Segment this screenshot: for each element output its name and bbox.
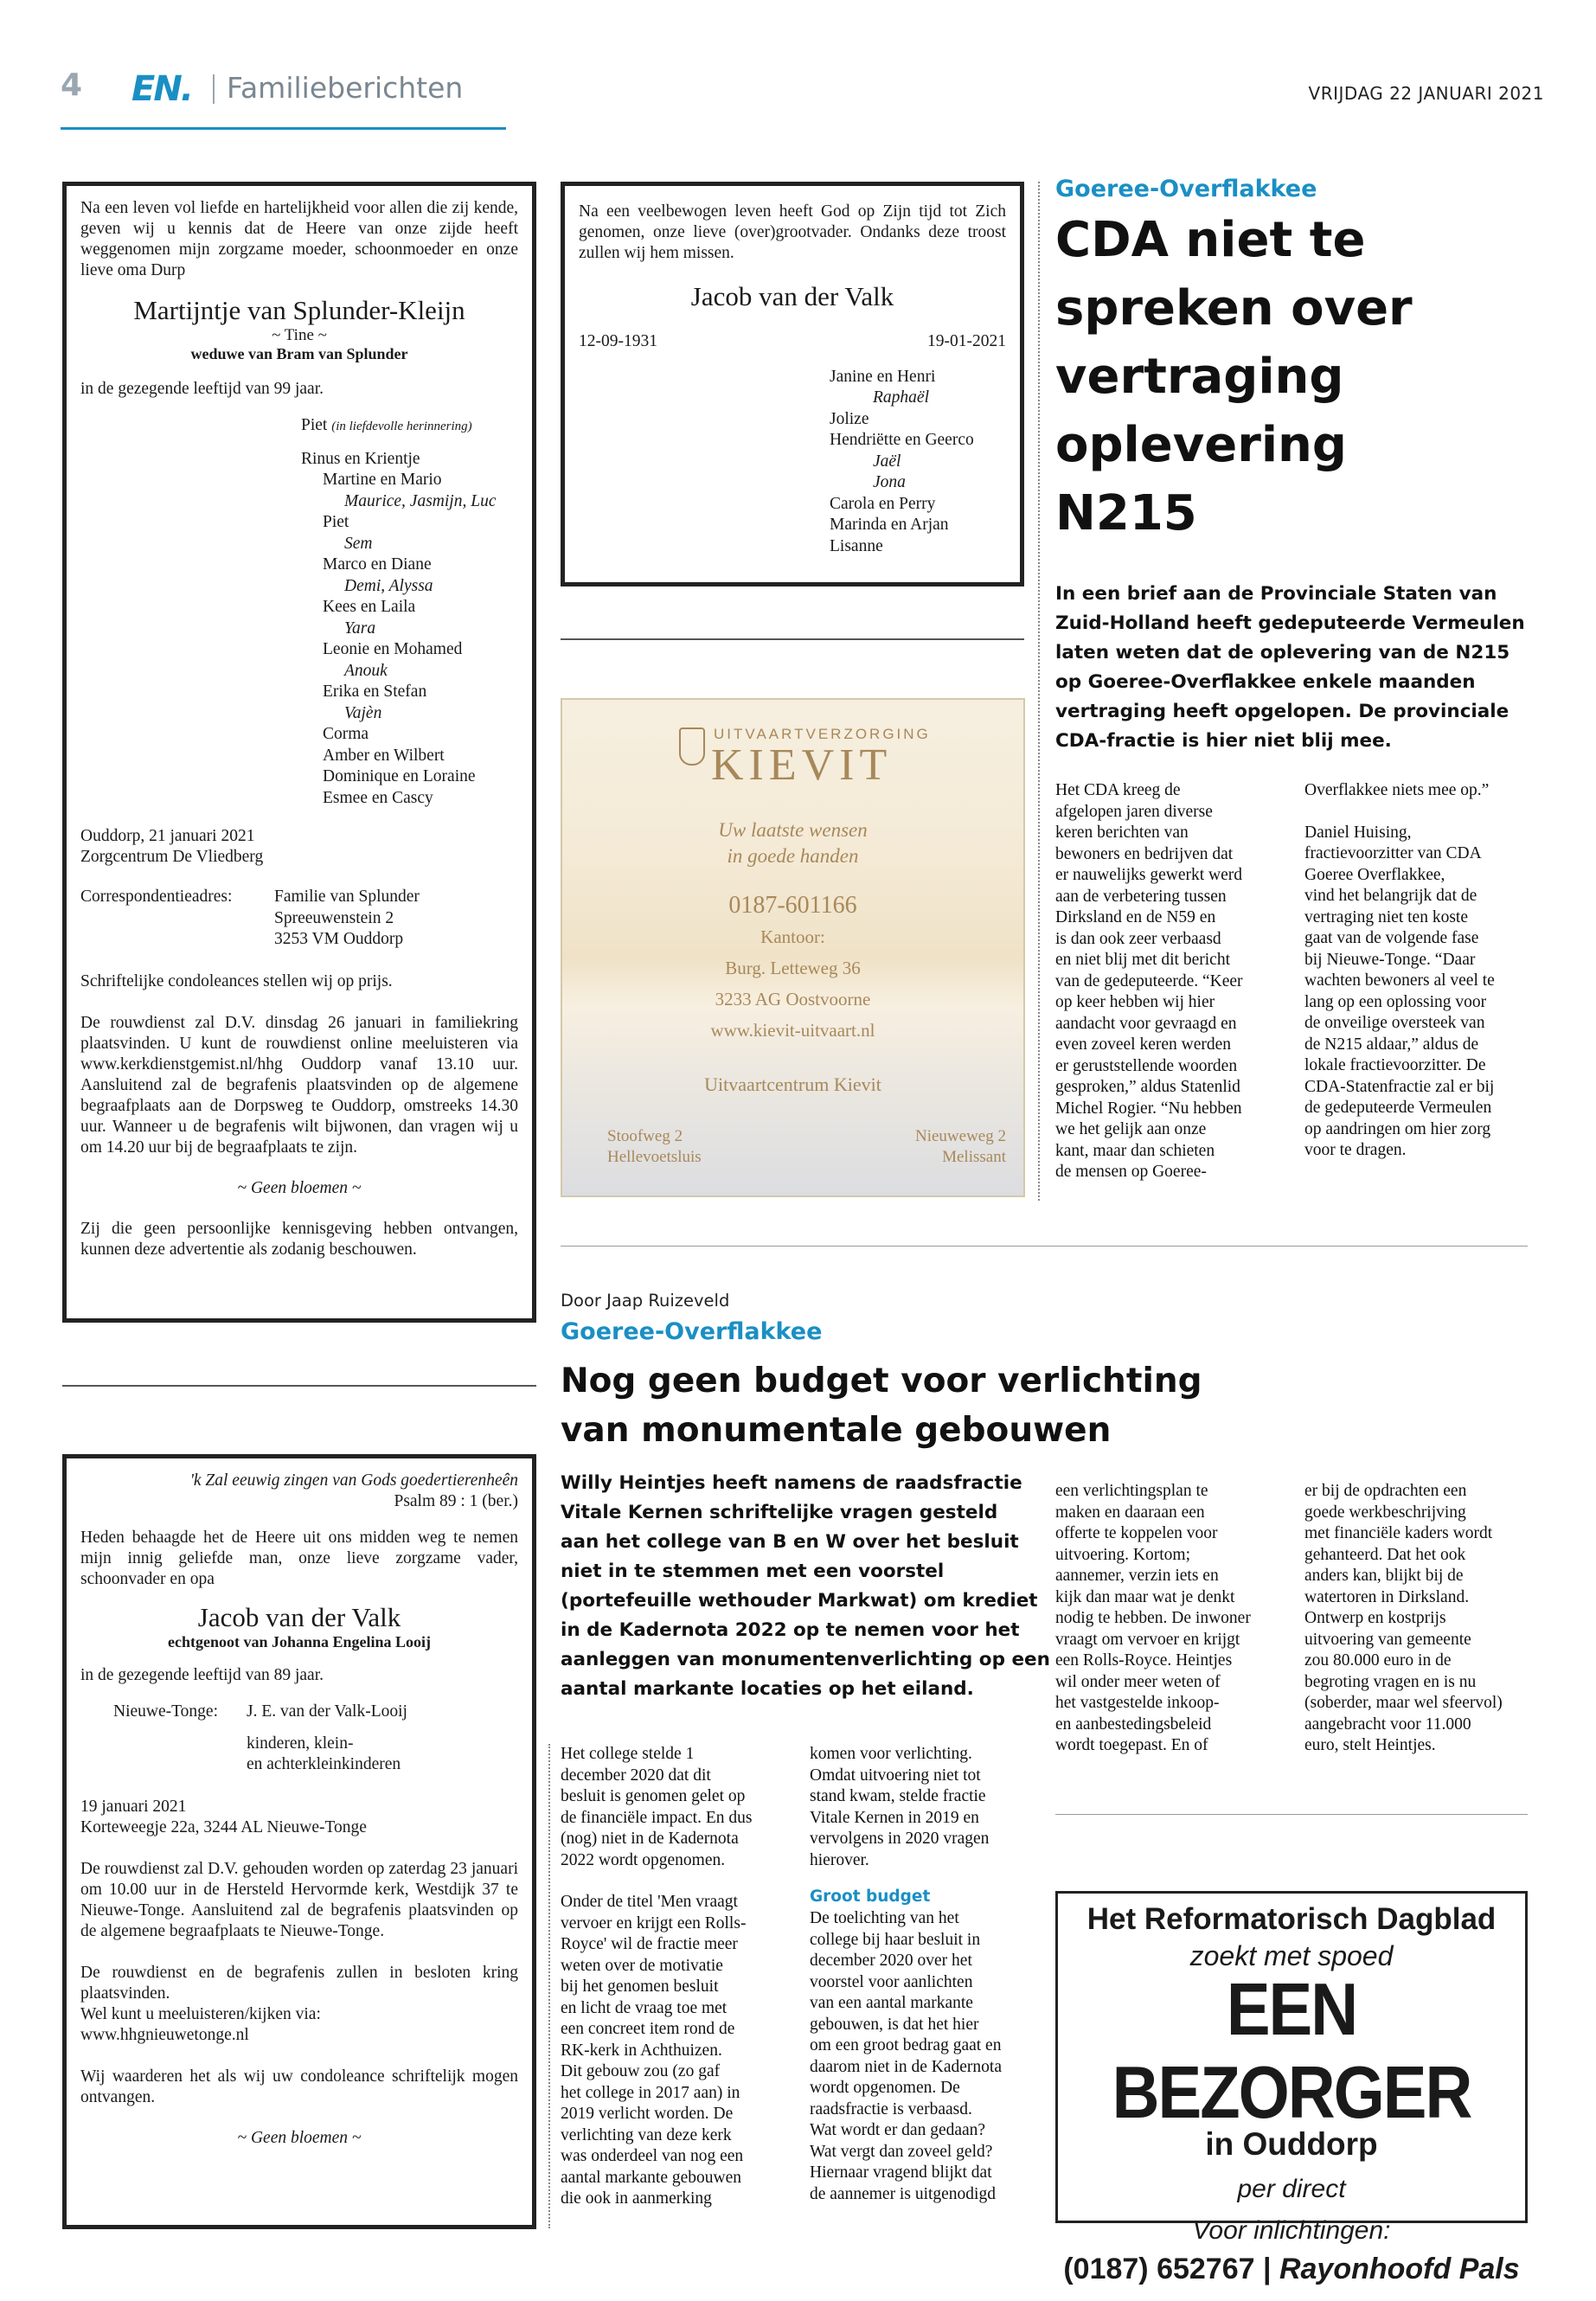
text-line: euro, stelt Heintjes. [1304, 1736, 1436, 1754]
column-divider [548, 1744, 550, 2228]
text-line: Goeree Overflakkee, [1304, 865, 1445, 884]
rd-ad-contact: (0187) 652767 | Rayonhoofd Pals [1063, 2253, 1520, 2285]
text-line: voor te dragen. [1304, 1141, 1407, 1159]
section-divider [1055, 1814, 1528, 1815]
text-line: hierover. [810, 1850, 869, 1869]
lead-line: (portefeuille wethouder Markwat) om krediet [561, 1590, 1038, 1612]
text-line: aan de verbetering tussen [1055, 887, 1227, 906]
text-line: de N215 aldaar,” aldus de [1304, 1035, 1479, 1054]
text-line: Ontwerp en kostprijs [1304, 1609, 1446, 1627]
notice-intro: Na een veelbewogen leven heeft God op Zijn tijd tot Zich genomen, onze lieve (over)grootvader. Ondanks deze troost zullen wij hem missen. [579, 202, 1006, 262]
text-line [561, 1871, 794, 1892]
text-line: vind het belangrijk dat de [1304, 887, 1477, 905]
article-2-subhead: Groot budget [810, 1888, 931, 1906]
crest-icon [679, 727, 705, 766]
family-list [579, 367, 1006, 558]
text-line: RK-kerk in Achthuizen. [561, 2041, 722, 2060]
lead-line: aantal markante locaties op het eiland. [561, 1678, 974, 1700]
text-line: offerte te koppelen voor [1055, 1524, 1218, 1542]
text-line: de mensen op Goeree- [1055, 1163, 1207, 1181]
family-member: Jona [873, 473, 906, 491]
lead-line: op Goeree-Overflakkee enkele maanden [1055, 671, 1476, 693]
text-line: keren berichten van [1055, 824, 1189, 842]
text-line: een verlichtingsplan te [1055, 1482, 1208, 1500]
notice-address: Korteweegje 22a, 3244 AL Nieuwe-Tonge [80, 1817, 367, 1836]
text-line: het college in 2017 aan) in [561, 2083, 740, 2102]
headline-line: oplevering [1055, 417, 1347, 473]
text-line: een Rolls-Royce. Heintjes [1055, 1651, 1233, 1670]
family-member: Martine en Mario [323, 471, 442, 489]
article-2-lead [561, 1469, 1050, 1704]
text-line: en aanbestedingsbeleid [1055, 1715, 1212, 1734]
deceased-name: Jacob van der Valk [690, 281, 894, 311]
text-line: was onderdeel van nog een [561, 2147, 744, 2165]
ad-location-2-city: Melissant [942, 1148, 1006, 1166]
text-line: Hiernaar vragend blijkt dat [810, 2163, 992, 2182]
lead-line: aan het college van B en W over het besluit [561, 1531, 1019, 1553]
headline-line: CDA niet te [1055, 212, 1366, 268]
issue-date: VRIJDAG 22 JANUARI 2021 [1308, 83, 1544, 104]
headline-line: vertraging [1055, 349, 1344, 405]
text-line: wordt opgenomen. De [810, 2079, 960, 2097]
article-1-column-1 [1055, 780, 1289, 1183]
obituary-notice-van-splunder [62, 182, 536, 1323]
lead-line: laten weten dat de oplevering van de N215 [1055, 642, 1510, 663]
column-divider [62, 1385, 536, 1387]
text-line: gesproken,” aldus Statenlid [1055, 1078, 1240, 1096]
text-line: even zoveel keren werden [1055, 1035, 1232, 1054]
text-line: daarom niet in de Kadernota [810, 2057, 1002, 2076]
ad-center: Uitvaartcentrum Kievit [704, 1074, 881, 1095]
text-line: bewoners en bedrijven dat [1055, 844, 1234, 863]
text-line: anders kan, blijkt bij de [1304, 1567, 1464, 1585]
text-line: om een groot bedrag gaat en [810, 2036, 1002, 2054]
text-line: Wat vergt dan zoveel geld? [810, 2142, 993, 2161]
text-line: voorstel voor aanlichten [810, 1972, 973, 1991]
ad-tagline: UITVAARTVERZORGING [714, 726, 931, 742]
section-title: Familieberichten [227, 71, 464, 105]
lead-line: Willy Heintjes heeft namens de raadsfractie [561, 1472, 1022, 1494]
ad-office-label: Kantoor: [760, 926, 825, 947]
text-line: de aannemer is uitgenodigd [810, 2184, 996, 2203]
obituary-notice-van-der-valk-2 [62, 1454, 536, 2229]
rd-ad-headline: EEN BEZORGER [1112, 1968, 1471, 2135]
text-line: met financiële kaders wordt [1304, 1524, 1493, 1542]
kievit-advertisement [561, 698, 1025, 1197]
text-line: 2022 wordt opgenomen. [561, 1850, 726, 1869]
text-line: Michel Rogier. “Nu hebben [1055, 1099, 1242, 1118]
family-member: Jolize [830, 409, 869, 428]
text-line: vervoer en krijgt een Rolls- [561, 1913, 747, 1932]
article-1-headline [1055, 206, 1413, 548]
text-line: Vitale Kernen in 2019 en [810, 1808, 979, 1827]
address-line: Spreeuwenstein 2 [274, 908, 394, 927]
text-line: die ook in aanmerking [561, 2189, 712, 2208]
ad-brand: KIEVIT [711, 740, 893, 790]
newspaper-logo: EN. [131, 69, 192, 109]
text-line: gaat van de volgende fase [1304, 929, 1479, 947]
text-line: we het gelijk aan onze [1055, 1120, 1207, 1138]
family-member: Marinda en Arjan [830, 516, 949, 534]
text-line: van de gedeputeerde. “Keer [1055, 971, 1243, 990]
headline-line: Nog geen budget voor verlichting [561, 1362, 1202, 1400]
article-2-column-2 [810, 1744, 1043, 1871]
text-line: er bij de opdrachten een [1304, 1482, 1467, 1500]
notice-intro: Na een leven vol liefde en hartelijkheid voor allen die zij kende, geven wij u kennis dat de Heere van onze zijde heeft weggenomen mijn zorgzame moeder, schoonmoeder en onze lieve oma Durp [80, 199, 518, 279]
text-line: Overflakkee niets mee op.” [1304, 781, 1490, 799]
text-line: op keer hebben wij hier [1055, 993, 1215, 1011]
article-1-column-2 [1304, 780, 1538, 1162]
column-divider [1038, 182, 1040, 1201]
family-member: Dominique en Loraine [323, 767, 476, 785]
text-line: Daniel Huising, [1304, 823, 1412, 842]
text-line: Wat wordt er dan gedaan? [810, 2121, 986, 2139]
obituary-notice-van-der-valk-1 [561, 182, 1024, 586]
rd-ad-phone[interactable]: (0187) 652767 [1063, 2253, 1255, 2285]
text-line: 2019 verlicht worden. De [561, 2105, 734, 2123]
text-line: en licht de vraag toe met [561, 1998, 727, 2017]
section-divider [561, 1246, 1528, 1247]
text-line: uitvoering. Kortom; [1055, 1545, 1190, 1564]
text-line: verlichting van deze kerk [561, 2125, 732, 2144]
column-divider [561, 638, 1024, 640]
family-member: Hendriëtte en Geerco [830, 431, 974, 449]
family-member: Demi, Alyssa [344, 576, 433, 595]
text-line: is dan ook zeer verbaasd [1055, 929, 1221, 948]
text-line [1304, 802, 1538, 823]
ad-slogan-1: Uw laatste wensen [718, 819, 868, 841]
family-member: Maurice, Jasmijn, Luc [344, 491, 497, 510]
deceased-name: Jacob van der Valk [197, 1602, 401, 1632]
text-line: de financiële impact. En dus [561, 1808, 753, 1827]
rd-ad-when: per direct [1237, 2175, 1346, 2203]
text-line: bij Nieuwe-Tonge. “Daar [1304, 950, 1476, 969]
online-link[interactable]: www.hhgnieuwetonge.nl [80, 2025, 249, 2044]
text-line: wil onder meer weten of [1055, 1672, 1221, 1691]
text-line: komen voor verlichting. [810, 1745, 972, 1763]
lead-line: Vitale Kernen schriftelijke vragen gesteld [561, 1502, 998, 1523]
text-line: (soberder, maar wel sfeervol) [1304, 1694, 1503, 1712]
text-line: december 2020 over het [810, 1952, 972, 1970]
rd-ad-info-label: Voor inlichtingen: [1192, 2216, 1391, 2245]
text-line: Het college stelde 1 [561, 1745, 695, 1763]
article-2-column-4 [1304, 1481, 1538, 1757]
text-line: wachten bewoners al veel te [1304, 971, 1495, 990]
online-note-2: Wel kunt u meeluisteren/kijken via: [80, 2004, 321, 2023]
lead-line: niet in te stemmen met een voorstel [561, 1561, 945, 1582]
family-member: Piet [323, 513, 349, 531]
text-line: stand kwam, stelde fractie [810, 1787, 986, 1805]
text-line: er nauwelijks gewerkt werd [1055, 866, 1243, 884]
family-member: Erika en Stefan [323, 683, 427, 701]
text-line: er geruststellende woorden [1055, 1056, 1238, 1075]
text-line: fractievoorzitter van CDA [1304, 844, 1482, 862]
text-line: vervolgens in 2020 vragen [810, 1830, 990, 1848]
place-location: Zorgcentrum De Vliedberg [80, 848, 264, 866]
address-line: 3253 VM Ouddorp [274, 930, 404, 948]
service-details: De rouwdienst zal D.V. dinsdag 26 januari in familiekring plaatsvinden. U kunt de rouwdienst online meeluisteren via www.kerkdienstgemist.nl/hhg Ouddorp vanaf 13.10 uur. Aansluitend zal de begrafenis plaatsvinden op de algemene begraafplaats aan de Dorpsweg te Ouddorp, omstreeks 14.30 uur. Wanneer u de begrafenis wilt bijwonen, dan vragen wij u om 14.20 uur bij de begraafplaats te zijn. [80, 1013, 518, 1157]
text-line: college bij haar besluit in [810, 1930, 981, 1949]
text-line: Onder de titel 'Men vraagt [561, 1893, 738, 1911]
ad-phone: 0187-601166 [728, 892, 857, 919]
bible-verse: 'k Zal eeuwig zingen van Gods goedertierenheên [189, 1471, 518, 1490]
family-member: Vajèn [344, 703, 382, 722]
header-rule [61, 127, 506, 130]
text-line: vraagt om vervoer en krijgt [1055, 1630, 1240, 1649]
lead-line: CDA-fractie is hier niet blij mee. [1055, 730, 1392, 752]
text-line: het vastgestelde inkoop- [1055, 1694, 1220, 1712]
birth-date: 12-09-1931 [579, 332, 657, 350]
article-2-kicker: Goeree-Overflakkee [561, 1318, 823, 1345]
page-number: 4 [61, 67, 83, 103]
family-member: Sem [344, 534, 373, 553]
no-flowers: ~ Geen bloemen ~ [237, 1178, 362, 1197]
text-line: CDA-Statenfractie zal er bij [1304, 1077, 1495, 1096]
family-member: Esmee en Cascy [323, 788, 433, 807]
article-1-lead [1055, 580, 1525, 756]
nickname: ~ Tine ~ [272, 326, 327, 344]
rd-advertisement [1055, 1891, 1528, 2285]
deceased-name: Martijntje van Splunder-Kleijn [133, 295, 465, 325]
family-member: Yara [344, 619, 376, 638]
text-line: bij het genomen besluit [561, 1977, 719, 1996]
text-line: Dit gebouw zou (zo gaf [561, 2062, 721, 2080]
headline-line: N215 [1055, 485, 1197, 542]
text-line: kant, maar dan schieten [1055, 1141, 1215, 1160]
family-member: Rinus en Krientje [301, 449, 420, 468]
text-line: december 2020 dat dit [561, 1766, 711, 1785]
condolences-note: Schriftelijke condoleances stellen wij op prijs. [80, 971, 393, 990]
family-member: Raphaël [873, 388, 929, 407]
lead-line: aanleggen van monumentenverlichting op een [561, 1649, 1050, 1670]
spouse-line: echtgenoot van Johanna Engelina Looij [167, 1633, 432, 1650]
online-note: De rouwdienst en de begrafenis zullen in besloten kring plaatsvinden. [80, 1963, 518, 2003]
death-date: 19-01-2021 [927, 332, 1006, 350]
text-line: watertoren in Dirksland. [1304, 1587, 1470, 1606]
text-line: (nog) niet in de Kadernota [561, 1830, 739, 1848]
article-2-headline [561, 1356, 1202, 1455]
notice-intro: Heden behaagde het de Heere uit ons midden weg te nemen mijn innig geliefde man, onze lieve zorgzame vader, schoonvader en opa [80, 1529, 518, 1588]
text-line: van een aantal markante [810, 1994, 973, 2012]
text-line: een concreet item rond de [561, 2020, 735, 2038]
age-line: in de gezegende leeftijd van 89 jaar. [80, 1666, 324, 1684]
text-line: aannemer, verzin iets en [1055, 1567, 1219, 1585]
notice-footer: Zij die geen persoonlijke kennisgeving hebben ontvangen, kunnen deze advertentie als zodanig beschouwen. [80, 1219, 518, 1259]
header-divider [213, 74, 215, 104]
text-line: Royce' wil de fractie meer [561, 1935, 738, 1953]
family-member: Leonie en Mohamed [323, 640, 463, 658]
text-line: Dirksland en de N59 en [1055, 908, 1216, 926]
text-line: begroting vragen en is nu [1304, 1672, 1477, 1691]
family-member: Carola en Perry [830, 494, 936, 513]
family-member: Anouk [344, 661, 388, 680]
ad-slogan-2: in goede handen [727, 845, 859, 867]
text-line: afgelopen jaren diverse [1055, 802, 1213, 821]
text-line: maken en daaraan een [1055, 1503, 1205, 1522]
article-2-column-2-cont [810, 1908, 1043, 2205]
text-line: gebouwen, is dat het hier [810, 2015, 979, 2034]
text-line: kijk dan maar wat je denkt [1055, 1587, 1235, 1606]
article-1-kicker: Goeree-Overflakkee [1055, 176, 1317, 202]
text-line: wordt toegepast. En of [1055, 1736, 1208, 1754]
family-member: Piet (in liefdevolle herinnering) [301, 416, 472, 434]
rd-ad-contact-person: Rayonhoofd Pals [1279, 2253, 1520, 2285]
text-line: op aandringen om hier zorg [1304, 1119, 1491, 1138]
text-line: aantal markante gebouwen [561, 2168, 741, 2187]
service-details: De rouwdienst zal D.V. gehouden worden op zaterdag 23 januari om 10.00 uur in de Hersteld Hervormde kerk, Westdijk 37 te Nieuwe-Tonge. Aansluitend zal de begrafenis plaatsvinden op de algemene begraafplaats te Nieuwe-Tonge. [80, 1859, 518, 1940]
family-list [80, 415, 518, 809]
text-line: goede werkbeschrijving [1304, 1503, 1466, 1522]
ad-street: Burg. Letteweg 36 [725, 958, 861, 978]
notice-date: 19 januari 2021 [80, 1797, 187, 1816]
text-line: lang op een oplossing voor [1304, 992, 1487, 1011]
family-member: Amber en Wilbert [323, 746, 445, 765]
rd-ad-location: in Ouddorp [1205, 2126, 1378, 2162]
correspondence-address: Correspondentieadres: Familie van Splunder Spreeuwenstein 2 3253 VM Ouddorp [80, 887, 518, 951]
text-line: Het CDA kreeg de [1055, 781, 1181, 799]
family-member: Jaël [873, 452, 901, 471]
article-2-column-1 [561, 1744, 794, 2210]
address-line: Familie van Splunder [274, 888, 420, 906]
text-line: Omdat uitvoering niet tot [810, 1766, 981, 1785]
lead-line: in de Kadernota 2022 op te nemen voor het [561, 1619, 1020, 1641]
ad-location-1-city: Hellevoetsluis [607, 1148, 702, 1166]
family-member: Corma [323, 725, 369, 743]
ad-city: 3233 AG Oostvoorne [715, 989, 871, 1009]
lead-line: vertraging heeft opgelopen. De provinciale [1055, 701, 1509, 722]
text-line: besluit is genomen gelet op [561, 1787, 746, 1805]
text-line: uitvoering van gemeente [1304, 1630, 1471, 1649]
headline-line: spreken over [1055, 280, 1413, 336]
no-flowers: ~ Geen bloemen ~ [237, 2128, 362, 2147]
condolences-note: Wij waarderen het als wij uw condoleance schriftelijk mogen ontvangen. [80, 2067, 518, 2106]
text-line: en niet blij met dit bericht [1055, 951, 1230, 969]
widow-line: weduwe van Bram van Splunder [190, 345, 408, 362]
text-line: nodig te hebben. De inwoner [1055, 1609, 1251, 1627]
family-member: Janine en Henri [830, 367, 936, 386]
text-line: vertraging niet ten koste [1304, 907, 1468, 926]
article-2-byline: Door Jaap Ruizeveld [561, 1291, 730, 1311]
family-member: Marco en Diane [323, 555, 432, 574]
psalm-reference: Psalm 89 : 1 (ber.) [394, 1492, 518, 1510]
text-line: zou 80.000 euro in de [1304, 1651, 1452, 1670]
ad-location-1-street: Stoofweg 2 [607, 1127, 683, 1145]
relatives: Nieuwe-Tonge: J. E. van der Valk-Looij kinderen, klein- en achterkleinkinderen [113, 1702, 407, 1773]
article-2-column-3 [1055, 1481, 1289, 1757]
rd-ad-title: Het Reformatorisch Dagblad [1086, 1902, 1497, 1936]
family-member: Lisanne [830, 536, 883, 555]
ad-website[interactable]: www.kievit-uitvaart.nl [710, 1020, 875, 1041]
text-line: gehanteerd. Dat het ook [1304, 1545, 1466, 1564]
family-member: Kees en Laila [323, 598, 416, 616]
ad-location-2-street: Nieuweweg 2 [915, 1127, 1006, 1145]
text-line: raadsfractie is verbaasd. [810, 2099, 972, 2118]
text-line: weten over de motivatie [561, 1956, 723, 1975]
age-line: in de gezegende leeftijd van 99 jaar. [80, 380, 324, 398]
text-line: lokale fractievoorzitter. De [1304, 1056, 1486, 1074]
text-line: de gedeputeerde Vermeulen [1304, 1099, 1492, 1117]
lead-line: Zuid-Holland heeft gedeputeerde Vermeulen [1055, 612, 1525, 634]
text-line: de onveilige oversteek van [1304, 1014, 1485, 1032]
text-line: aangebracht voor 11.000 [1304, 1715, 1471, 1734]
headline-line: van monumentale gebouwen [561, 1411, 1112, 1450]
text-line: De toelichting van het [810, 1909, 959, 1927]
place-date: Ouddorp, 21 januari 2021 [80, 827, 255, 845]
lead-line: In een brief aan de Provinciale Staten van [1055, 583, 1497, 605]
text-line: aandacht voor gevraagd en [1055, 1014, 1237, 1033]
rd-ad-subtitle: zoekt met spoed [1189, 1940, 1394, 1971]
